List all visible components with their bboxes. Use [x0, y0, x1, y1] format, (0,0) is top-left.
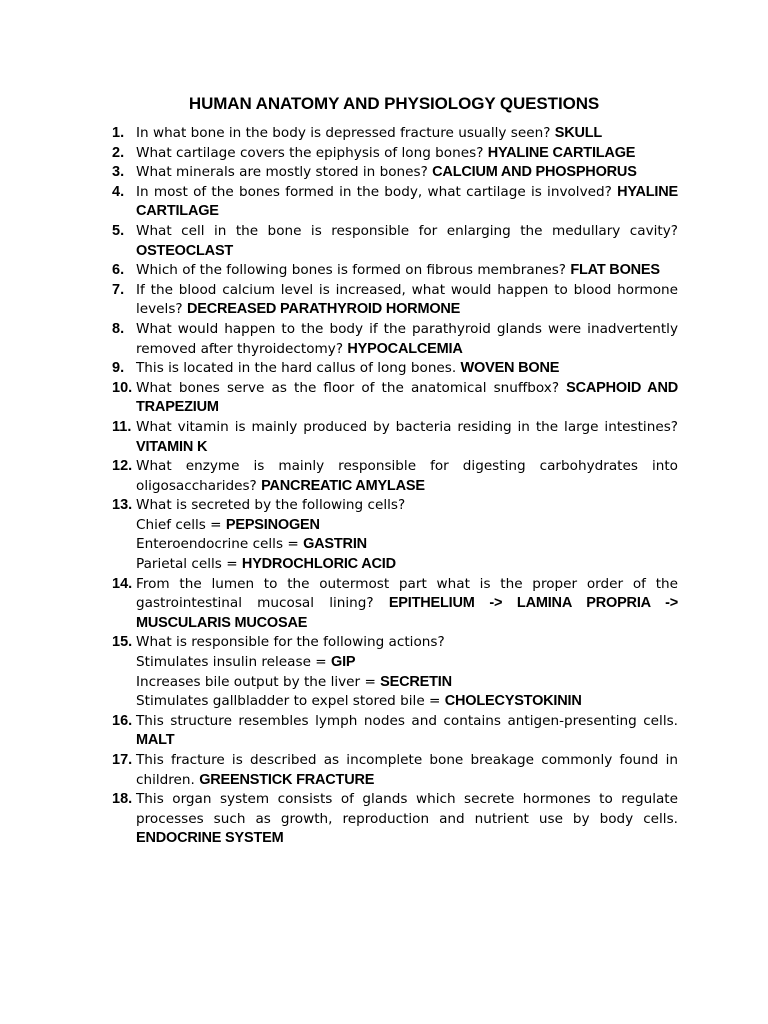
answer-text: SKULL — [554, 125, 603, 141]
sub-item-label: Stimulates gallbladder to expel stored bile = — [136, 693, 445, 710]
answer-text: SCAPHOID AND TRAPEZIUM — [136, 379, 678, 416]
question-number: 8. — [112, 320, 125, 337]
question-number: 13. — [112, 497, 133, 514]
question-text: What minerals are mostly stored in bones? — [136, 164, 433, 181]
answer-text: DECREASED PARATHYROID HORMONE — [186, 301, 461, 318]
answer-text: ENDOCRINE SYSTEM — [136, 830, 284, 847]
answer-text: FLAT BONES — [570, 262, 660, 279]
answer-text: HYPOCALCEMIA — [347, 340, 463, 357]
page-title: HUMAN ANATOMY AND PHYSIOLOGY QUESTIONS — [188, 94, 600, 113]
question-text: What cell in the bone is responsible for enlarging the medullary cavity? — [136, 222, 678, 239]
question-text: This fracture is described as incomplete bone breakage commonly found in children. — [136, 752, 678, 788]
answer-text: HYALINE CARTILAGE — [487, 144, 636, 161]
question-text: What vitamin is mainly produced by bacteria residing in the large intestines? — [136, 418, 678, 435]
question-number: 14. — [112, 575, 133, 592]
list-item — [112, 359, 678, 379]
sub-item — [136, 673, 678, 693]
question-list — [112, 124, 678, 849]
answer-text: HYALINE CARTILAGE — [136, 183, 678, 220]
sub-item — [136, 555, 678, 575]
sub-item — [136, 692, 678, 712]
question-number: 2. — [112, 144, 125, 161]
list-item — [112, 261, 678, 281]
answer-text: OSTEOCLAST — [136, 242, 234, 259]
list-item — [112, 751, 678, 790]
question-text: This organ system consists of glands which secrete hormones to regulate processes such as growth, reproduction and nutrient use by body cells. — [136, 791, 678, 827]
question-text: From the lumen to the outermost part what is the proper order of the gastrointestinal mucosal lining? — [136, 575, 678, 612]
sub-item-label: Parietal cells = — [136, 556, 242, 573]
list-item — [112, 418, 678, 457]
list-item — [112, 124, 678, 144]
question-number: 6. — [112, 262, 125, 279]
question-text: In what bone in the body is depressed fracture usually seen? — [136, 125, 555, 141]
question-number: 17. — [112, 752, 133, 768]
question-text: What is responsible for the following actions? — [136, 634, 445, 651]
question-text: In most of the bones formed in the body, what cartilage is involved? — [136, 183, 618, 200]
question-text: What bones serve as the floor of the anatomical snuffbox? — [136, 379, 567, 396]
question-text: What cartilage covers the epiphysis of long bones? — [136, 144, 488, 161]
answer-text: GIP — [330, 654, 356, 671]
list-item — [112, 575, 678, 634]
list-item — [112, 633, 678, 711]
question-text: This is located in the hard callus of long bones. — [136, 360, 461, 377]
list-item — [112, 183, 678, 222]
answer-text: VITAMIN K — [136, 438, 208, 455]
question-number: 1. — [112, 125, 125, 141]
question-number: 4. — [112, 183, 125, 200]
question-number: 9. — [112, 360, 125, 377]
answer-text: PEPSINOGEN — [225, 516, 320, 533]
question-number: 12. — [112, 458, 133, 475]
question-number: 11. — [112, 418, 132, 435]
question-number: 15. — [112, 634, 133, 651]
question-text: What is secreted by the following cells? — [136, 497, 406, 514]
question-text: If the blood calcium level is increased, what would happen to blood hormone levels? — [136, 281, 678, 318]
sub-item-label: Increases bile output by the liver = — [136, 673, 381, 690]
question-text: What enzyme is mainly responsible for digesting carbohydrates into oligosaccharides? — [136, 458, 678, 494]
sub-item — [136, 653, 678, 673]
question-number: 18. — [112, 791, 133, 808]
sub-item — [136, 535, 678, 555]
list-item — [112, 457, 678, 496]
sub-item-label: Chief cells = — [136, 516, 226, 533]
answer-text: CHOLECYSTOKININ — [444, 693, 582, 710]
list-item — [112, 712, 678, 751]
sub-item-label: Stimulates insulin release = — [136, 654, 331, 671]
question-number: 10. — [112, 379, 133, 396]
answer-text: EPITHELIUM -> LAMINA PROPRIA -> MUSCULARIS MUCOSAE — [136, 595, 678, 631]
question-text: This structure resembles lymph nodes and contains antigen-presenting cells. — [136, 712, 678, 729]
list-item — [112, 163, 678, 183]
question-number: 3. — [112, 164, 125, 181]
list-item — [112, 379, 678, 418]
answer-text: GASTRIN — [303, 536, 367, 553]
answer-text: HYDROCHLORIC ACID — [241, 556, 396, 573]
answer-text: CALCIUM AND PHOSPHORUS — [432, 164, 637, 181]
list-item — [112, 144, 678, 164]
list-item — [112, 320, 678, 359]
sub-item — [136, 516, 678, 536]
question-text: What would happen to the body if the parathyroid glands were inadvertently removed after thyroidectomy? — [136, 320, 678, 357]
question-text: Which of the following bones is formed on fibrous membranes? — [136, 262, 571, 279]
question-number: 7. — [112, 281, 125, 298]
sub-item-label: Enteroendocrine cells = — [136, 536, 304, 553]
answer-text: GREENSTICK FRACTURE — [199, 771, 375, 788]
list-item — [112, 790, 678, 849]
list-item — [112, 222, 678, 261]
answer-text: MALT — [136, 732, 175, 749]
answer-text: PANCREATIC AMYLASE — [261, 477, 425, 494]
list-item — [112, 281, 678, 320]
question-number: 5. — [112, 222, 125, 239]
list-item — [112, 496, 678, 574]
answer-text: SECRETIN — [380, 673, 452, 690]
question-number: 16. — [112, 712, 133, 729]
answer-text: WOVEN BONE — [460, 360, 560, 377]
